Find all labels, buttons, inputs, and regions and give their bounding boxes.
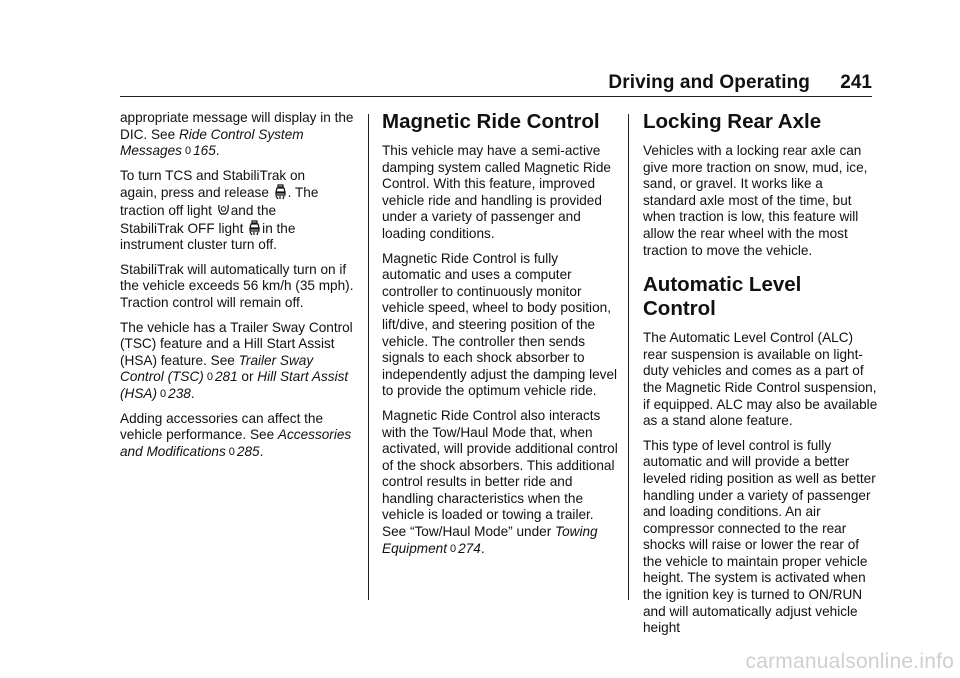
page-ref-icon: 0 <box>228 445 235 458</box>
paragraph: This vehicle may have a semi-active damping system called Magnetic Ride Control. With this feature, improved vehicle ride and handling is provided under a variety of passenger and loading conditions. <box>382 143 611 241</box>
text: Magnetic Ride Control also interacts with the Tow/Haul Mode that, when activated, will provide additional control of the shock absorbers. This additional control results in better ride and handling characteristics when the vehicle is loaded or towing a trailer. See “Tow/Haul Mode” under <box>382 407 618 540</box>
column-left <box>120 110 356 468</box>
text: appropriate message will display in the DIC. See <box>120 110 354 142</box>
column-right <box>643 110 879 645</box>
page-ref-icon: 0 <box>206 371 213 384</box>
text: . <box>259 443 264 459</box>
column-divider <box>368 114 369 600</box>
page-ref-icon: 0 <box>184 145 192 158</box>
text: The vehicle has a Trailer Sway Control (TSC) feature and a Hill Start Assist (HSA) feature. See <box>120 319 353 368</box>
paragraph: Vehicles with a locking rear axle can give more traction on snow, mud, ice, sand, or gravel. It works like a standard axle most of the time, but when traction is low, this feature will allow the rear wheel with the most traction to move the vehicle. <box>643 143 868 258</box>
text: . <box>480 540 485 556</box>
text: again, press and release <box>120 185 269 201</box>
paragraph <box>120 411 356 461</box>
page-reference[interactable]: 274 <box>458 540 481 556</box>
text: . The <box>287 185 319 201</box>
traction-off-light-icon <box>217 202 230 218</box>
cross-reference-link[interactable]: Accessories and Modifications <box>120 427 352 459</box>
page-header <box>120 66 872 97</box>
text: To turn TCS and StabiliTrak on <box>120 167 306 183</box>
page-reference[interactable]: 281 <box>214 369 238 385</box>
section-heading: Magnetic Ride Control <box>382 110 600 133</box>
text: instrument cluster turn off. <box>120 237 277 253</box>
column-divider <box>628 114 629 600</box>
text: StabiliTrak OFF light <box>120 220 244 236</box>
section-title: Driving and Operating <box>608 72 810 93</box>
text: . <box>215 143 220 159</box>
paragraph <box>382 408 618 557</box>
watermark: carmanualsonline.info <box>745 650 954 673</box>
paragraph: This type of level control is fully automatic and will provide a better leveled riding position as well as better handling under a variety of passenger and loading conditions. An air compressor connected to the rear shocks will raise or lower the rear of the vehicle to maintain proper vehicle height. The system is activated when the ignition key is turned to ON/RUN and will automatically adjust vehicle height <box>643 437 876 636</box>
page-reference[interactable]: 285 <box>236 443 260 459</box>
paragraph <box>120 110 356 160</box>
page-ref-icon: 0 <box>160 387 167 400</box>
cross-reference-link[interactable]: Trailer Sway Control (TSC) <box>120 352 314 385</box>
paragraph <box>120 168 356 254</box>
text: traction off light <box>120 202 212 218</box>
section-heading: Automatic Level Control <box>643 273 802 321</box>
page-reference[interactable]: 238 <box>168 385 191 401</box>
paragraph: StabiliTrak will automatically turn on if the vehicle exceeds 56 km/h (35 mph). Traction control will remain off. <box>120 261 354 310</box>
text: or <box>237 369 258 385</box>
page-ref-icon: 0 <box>450 542 457 555</box>
cross-reference-link[interactable]: Hill Start Assist (HSA) <box>120 369 349 401</box>
column-middle <box>382 110 618 565</box>
section-heading: Locking Rear Axle <box>643 110 822 133</box>
page-number: 241 <box>840 72 872 93</box>
paragraph: The Automatic Level Control (ALC) rear suspension is available on light-duty vehicles and comes as a part of the Magnetic Ride Control suspension, if equipped. ALC may also be available as a stand alone feature. <box>643 330 878 429</box>
cross-reference-link[interactable]: Ride Control System Messages <box>120 126 304 159</box>
text: in the <box>262 220 296 236</box>
text: Adding accessories can affect the vehicle performance. See <box>120 410 324 443</box>
text: . <box>190 385 195 401</box>
paragraph <box>120 320 356 403</box>
page-reference[interactable]: 165 <box>193 143 216 159</box>
stabilitrak-button-icon <box>274 184 287 200</box>
paragraph: Magnetic Ride Control is fully automatic and uses a computer controller to continuously monitor vehicle speed, wheel to body position, lift/dive, and steering position of the vehicle. The controller then sends signals to each shock absorber to independently adjust the damping level to provide the optimum vehicle ride. <box>382 250 618 399</box>
stabilitrak-off-light-icon <box>248 220 261 236</box>
text: and the <box>230 202 277 218</box>
cross-reference-link[interactable]: Towing Equipment <box>382 524 598 556</box>
